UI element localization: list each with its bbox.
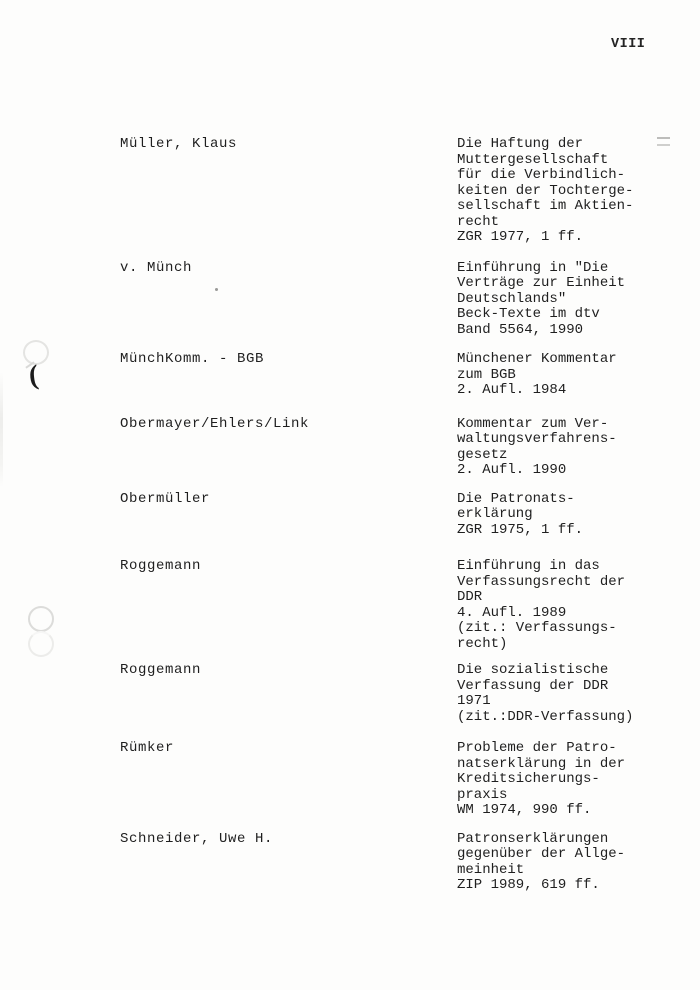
entry-work-line: 2. Aufl. 1984 <box>457 382 567 398</box>
entry-work-line: natserklärung in der <box>457 755 626 772</box>
bibliography-entry <box>0 741 700 819</box>
entry-work <box>457 352 700 399</box>
entry-work-line: Patronserklärungen <box>457 830 609 847</box>
entry-work-line: Die sozialistische <box>457 662 609 678</box>
punch-hole-mark <box>28 631 54 657</box>
entry-work <box>457 417 700 479</box>
entry-work-line: erklärung <box>457 506 533 522</box>
bibliography-entry <box>0 352 700 399</box>
entry-work <box>457 261 700 339</box>
handwritten-paren-mark: ( <box>27 359 40 392</box>
entry-work-line: Einführung in das <box>457 558 600 574</box>
entry-work-line: 2. Aufl. 1990 <box>457 462 567 478</box>
entry-work-line: Kommentar zum Ver- <box>457 415 609 432</box>
entry-work-line: (zit.: Verfassungs- <box>457 620 617 636</box>
bibliography-entry <box>0 492 700 539</box>
entry-work-line: recht) <box>457 635 508 652</box>
entry-work-line: Verträge zur Einheit <box>457 275 626 291</box>
entry-work <box>457 492 700 539</box>
entry-work-line: keiten der Tochterge- <box>457 182 634 199</box>
page-number: VIII <box>611 37 646 52</box>
entry-work-line: für die Verbindlich- <box>457 167 626 183</box>
entry-work-line: Kreditsicherungs- <box>457 771 600 787</box>
entry-author: Müller, Klaus <box>120 136 238 152</box>
entry-work-line: Probleme der Patro- <box>457 740 617 756</box>
entry-work-line: Münchener Kommentar <box>457 351 617 367</box>
entry-work-line: ZGR 1977, 1 ff. <box>457 229 584 245</box>
entry-work <box>457 741 700 819</box>
entry-work-line: Die Patronats- <box>457 490 575 507</box>
entry-work-line: recht <box>457 213 500 230</box>
bibliography-entry <box>0 663 700 725</box>
entry-work <box>457 559 700 652</box>
bibliography-entry <box>0 261 700 339</box>
entry-work-line: ZGR 1975, 1 ff. <box>457 521 584 538</box>
entry-work-line: Einführung in "Die <box>457 259 609 276</box>
entry-work-line: zum BGB <box>457 366 516 383</box>
entry-work <box>457 663 700 725</box>
entry-work-line: gesetz <box>457 446 508 463</box>
entry-work-line: meinheit <box>457 861 525 878</box>
entry-author: Roggemann <box>120 558 202 574</box>
entry-work-line: Deutschlands" <box>457 290 567 307</box>
entry-work-line: ZIP 1989, 619 ff. <box>457 877 600 893</box>
entry-author: Obermayer/Ehlers/Link <box>120 415 310 432</box>
margin-dash-artifact <box>657 137 670 146</box>
entry-work-line: Verfassungsrecht der <box>457 573 626 590</box>
entry-author: Rümker <box>120 740 175 756</box>
scan-edge-streak <box>0 372 3 487</box>
bibliography-entry <box>0 559 700 652</box>
entry-author: v. Münch <box>120 259 193 276</box>
entry-work-line: WM 1974, 990 ff. <box>457 802 592 818</box>
entry-work <box>457 832 700 894</box>
entry-work-line: Die Haftung der <box>457 136 584 152</box>
punch-hole-mark <box>28 606 54 632</box>
bibliography-entry <box>0 417 700 479</box>
entry-author: Schneider, Uwe H. <box>120 830 274 847</box>
entry-work-line: 4. Aufl. 1989 <box>457 604 567 621</box>
entry-work-line: DDR <box>457 589 483 605</box>
entry-work-line: Muttergesellschaft <box>457 151 609 168</box>
entry-work-line: 1971 <box>457 693 491 709</box>
entry-work-line: (zit.:DDR-Verfassung) <box>457 708 634 725</box>
entry-author: MünchKomm. - BGB <box>120 351 265 367</box>
entry-work-line: waltungsverfahrens- <box>457 431 617 447</box>
entry-author: Roggemann <box>120 662 202 678</box>
entry-author: Obermüller <box>120 490 211 507</box>
bibliography-entry <box>0 137 700 246</box>
entry-work-line: praxis <box>457 786 508 803</box>
entry-work-line: gegenüber der Allge- <box>457 846 626 862</box>
entry-work-line: Band 5564, 1990 <box>457 321 584 338</box>
bibliography-list <box>0 137 700 894</box>
entry-work <box>457 137 700 246</box>
entry-work-line: Beck-Texte im dtv <box>457 306 600 322</box>
stray-dot-artifact <box>215 288 218 291</box>
entry-work-line: sellschaft im Aktien- <box>457 198 634 214</box>
entry-work-line: Verfassung der DDR <box>457 677 609 694</box>
bibliography-entry <box>0 832 700 894</box>
